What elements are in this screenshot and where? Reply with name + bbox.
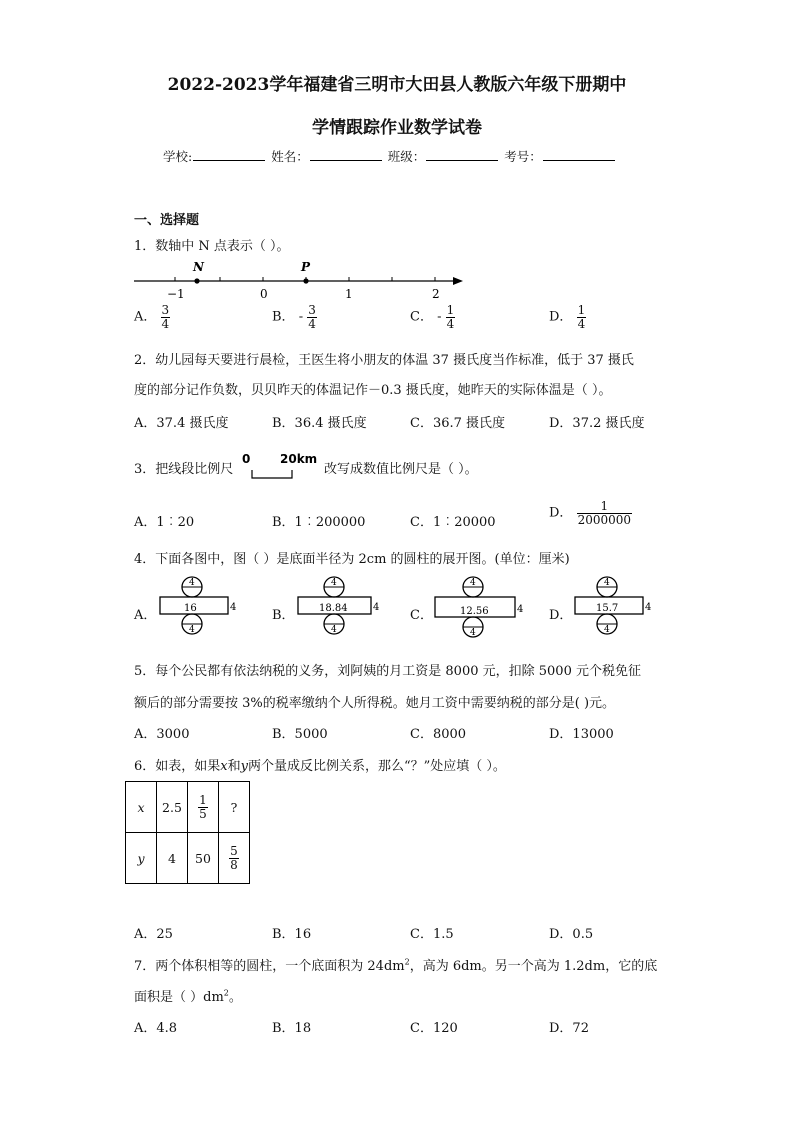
exam-number-label: 考号： [504, 149, 542, 164]
point-n-dot [194, 278, 199, 283]
rect-length-label: 16 [184, 603, 197, 614]
q2-option-d[interactable]: D．37.2 摄氏度 [549, 416, 645, 431]
q6-option-b[interactable]: B．16 [272, 927, 312, 942]
rect-height-label: 4 [517, 604, 524, 615]
fraction: $\frac{3}{4}$ [161, 303, 170, 331]
q3-stem-suffix: 改写成数值比例尺是（ ）。 [324, 462, 478, 477]
q4-option-d-label[interactable]: D． [549, 608, 573, 623]
row-header-y: y [126, 833, 157, 884]
fraction: $\frac{1}{5}$ [199, 792, 207, 821]
rect-height-label: 4 [373, 602, 380, 613]
q1-number-line [130, 256, 475, 304]
q7-stem-line1: 7．两个体积相等的圆柱，一个底面积为 $24dm^2$，高为 6dm。另一个高为 1.2dm，它的底 [134, 957, 658, 974]
fraction: $\frac{1}{4}$ [446, 303, 455, 331]
q3-option-b[interactable]: B．1︰200000 [272, 515, 366, 530]
q7-option-b[interactable]: B．18 [272, 1021, 312, 1036]
page-subtitle: 学情跟踪作业数学试卷 [312, 118, 482, 138]
exam-number-blank[interactable] [543, 148, 615, 161]
svg-text:4: 4 [604, 578, 610, 588]
school-label: 学校: [163, 149, 193, 164]
q2-option-c[interactable]: C．36.7 摄氏度 [410, 416, 506, 431]
q5-option-d[interactable]: D．13000 [549, 727, 614, 742]
fraction: $\frac{1}{4}$ [577, 303, 586, 331]
svg-text:4: 4 [331, 625, 337, 635]
rect-length-label: 15.7 [596, 603, 619, 614]
q4-option-b-label[interactable]: B． [272, 608, 295, 623]
tick-label-neg1: −1 [167, 287, 185, 301]
table-row [126, 833, 250, 884]
q5-option-b[interactable]: B．5000 [272, 727, 328, 742]
axis-arrow [453, 277, 463, 285]
point-n-label: N [193, 260, 204, 274]
q4-net-c[interactable] [430, 576, 526, 648]
svg-text:4: 4 [331, 578, 337, 588]
table-cell: 4 [157, 833, 188, 884]
q4-option-a-label[interactable]: A． [134, 608, 157, 623]
point-p-dot [303, 278, 308, 283]
table-cell [219, 833, 250, 884]
q5-option-a[interactable]: A．3000 [134, 727, 190, 742]
scale-start-label: 0 [242, 452, 251, 466]
q5-stem-line2: 额后的部分需要按 3%的税率缴纳个人所得税。她月工资中需要纳税的部分是( )元。 [134, 696, 616, 711]
q3-option-a[interactable]: A．1︰20 [134, 515, 195, 530]
scale-segment [252, 470, 292, 478]
q3-scale-bar [238, 450, 323, 484]
q6-stem: 6．如表，如果x和y两个量成反比例关系，那么“？”处应填（ ）。 [134, 759, 506, 774]
table-cell: 2.5 [157, 782, 188, 833]
q5-stem-line1: 5．每个公民都有依法纳税的义务，刘阿姨的月工资是 8000 元，扣除 5000 元个税免征 [134, 664, 641, 679]
tick-label-0: 0 [260, 287, 268, 301]
class-label: 班级： [387, 149, 426, 164]
rect-length-label: 18.84 [319, 603, 348, 614]
q4-stem: 4．下面各图中，图（ ）是底面半径为 2cm 的圆柱的展开图。(单位：厘米) [134, 552, 570, 567]
q4-option-c-label[interactable]: C． [410, 608, 433, 623]
student-info-row [163, 147, 617, 165]
row-header-x: x [126, 782, 157, 833]
scale-end-label: 20km [280, 452, 318, 466]
tick-label-1: 1 [345, 287, 353, 301]
point-p-label: P [301, 260, 311, 274]
rect-length-label: 12.56 [460, 606, 489, 617]
q3-option-d[interactable]: D． $\frac{1}{2000000}$ [549, 499, 632, 527]
q7-stem-line2: 面积是（ ）$dm^2$。 [134, 988, 242, 1005]
svg-text:4: 4 [189, 578, 195, 588]
fraction: $\frac{1}{2000000}$ [577, 499, 632, 527]
q2-option-a[interactable]: A．37.4 摄氏度 [134, 416, 229, 431]
q7-option-a[interactable]: A．4.8 [134, 1021, 178, 1036]
school-blank[interactable] [193, 148, 265, 161]
fraction: $\frac{5}{8}$ [230, 843, 238, 872]
section-heading: 一、选择题 [134, 213, 200, 228]
rect-height-label: 4 [645, 602, 652, 613]
table-row [126, 782, 250, 833]
q2-stem-line2: 度的部分记作负数，贝贝昨天的体温记作－0.3 摄氏度，她昨天的实际体温是（ ）。 [134, 383, 612, 398]
q3-option-c[interactable]: C．1︰20000 [410, 515, 496, 530]
svg-text:4: 4 [189, 625, 195, 635]
q4-net-d[interactable] [570, 576, 656, 648]
q6-table [125, 781, 250, 884]
table-cell [188, 782, 219, 833]
q4-net-a[interactable] [155, 576, 241, 648]
svg-text:4: 4 [604, 625, 610, 635]
fraction: $\frac{3}{4}$ [308, 303, 316, 331]
q1-option-a[interactable]: A． $\frac{3}{4}$ [134, 303, 170, 331]
q1-option-d[interactable]: D． $\frac{1}{4}$ [549, 303, 586, 331]
page-title: 2022-2023学年福建省三明市大田县人教版六年级下册期中 [167, 75, 627, 95]
q2-stem-line1: 2．幼儿园每天要进行晨检，王医生将小朋友的体温 37 摄氏度当作标准，低于 37 摄氏 [134, 353, 634, 368]
q1-option-c[interactable]: C． - $\frac{1}{4}$ [410, 303, 455, 331]
svg-text:4: 4 [470, 628, 476, 638]
q6-option-d[interactable]: D．0.5 [549, 927, 594, 942]
tick-label-2: 2 [432, 287, 440, 301]
class-blank[interactable] [426, 148, 498, 161]
q5-option-c[interactable]: C．8000 [410, 727, 467, 742]
name-blank[interactable] [310, 148, 382, 161]
q7-option-c[interactable]: C．120 [410, 1021, 458, 1036]
svg-text:4: 4 [470, 578, 476, 588]
q1-option-b[interactable]: B． - $\frac{3}{4}$ [272, 303, 316, 331]
rect-height-label: 4 [230, 602, 237, 613]
q2-option-b[interactable]: B．36.4 摄氏度 [272, 416, 367, 431]
name-label: 姓名： [271, 149, 309, 164]
q7-option-d[interactable]: D．72 [549, 1021, 589, 1036]
q1-stem: 1．数轴中 N 点表示（ ）。 [134, 239, 290, 254]
q4-net-b[interactable] [293, 576, 383, 648]
table-cell: 50 [188, 833, 219, 884]
table-cell-question: ? [219, 782, 250, 833]
q3-stem-prefix: 3．把线段比例尺 [134, 462, 234, 477]
q6-option-c[interactable]: C．1.5 [410, 927, 454, 942]
q6-option-a[interactable]: A．25 [134, 927, 173, 942]
